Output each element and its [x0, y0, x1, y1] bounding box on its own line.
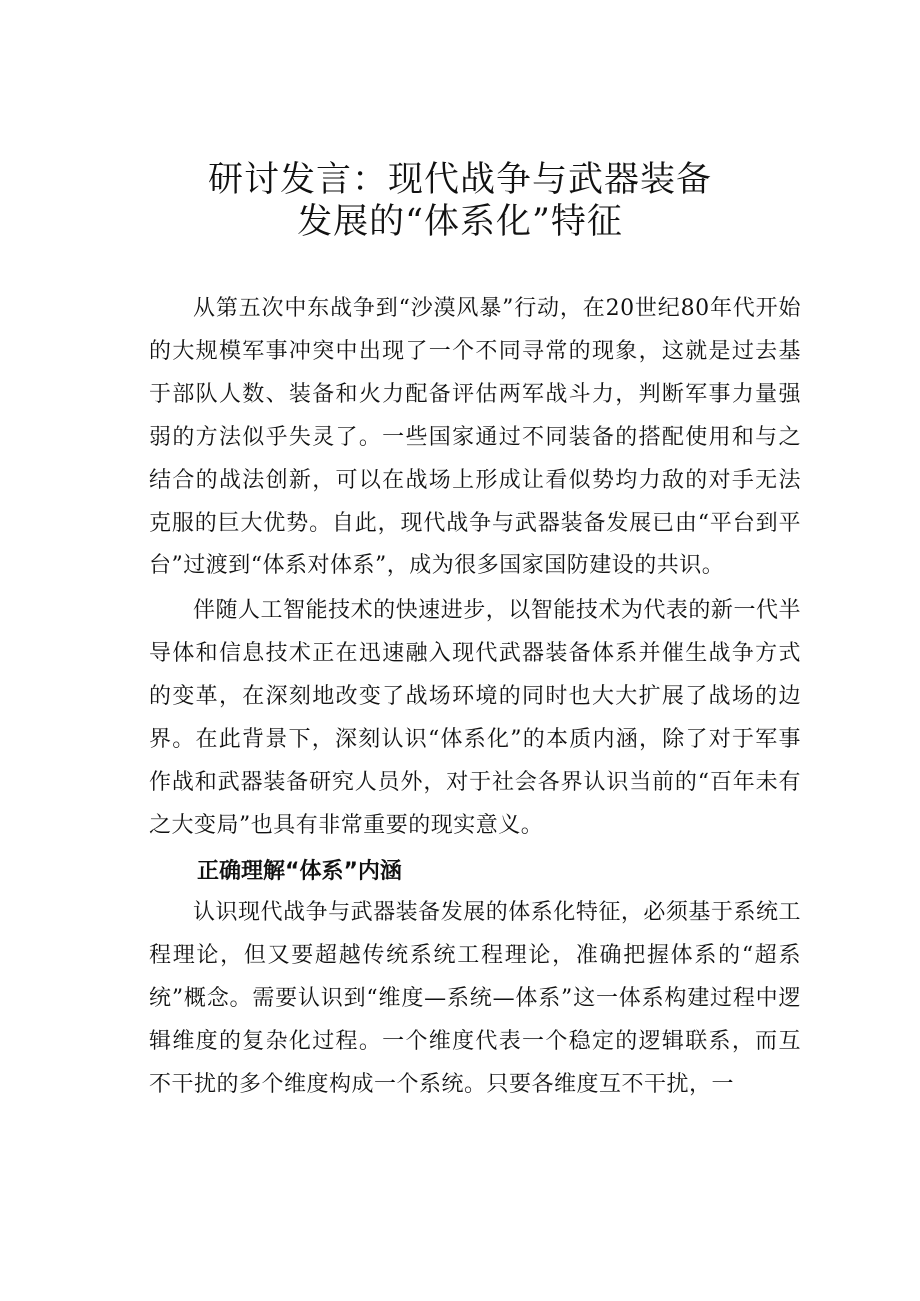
- section-heading: 正确理解“体系”内涵: [197, 859, 402, 884]
- body-paragraph-2: 伴随人工智能技术的快速进步，以智能技术为代表的新一代半导体和信息技术正在迅速融入现代武器装备体系并催生战争方式的变革，在深刻地改变了战场环境的同时也大大扩展了战场的边界。在此背景下，深刻认识“体系化”的本质内涵，除了对于军事作战和武器装备研究人员外，对于社会各界认识当前的“百年未有之大变局”也具有非常重要的现实意义。: [149, 598, 801, 838]
- body-paragraph-1: 从第五次中东战争到“沙漠风暴”行动，在20世纪80年代开始的大规模军事冲突中出现了一个不同寻常的现象，这就是过去基于部队人数、装备和火力配备评估两军战斗力，判断军事力量强弱的方法似乎失灵了。一些国家通过不同装备的搭配使用和与之结合的战法创新，可以在战场上形成让看似势均力敌的对手无法克服的巨大优势。自此，现代战争与武器装备发展已由“平台到平台”过渡到“体系对体系”，成为很多国家国防建设的共识。: [149, 296, 801, 579]
- document-title-line-2: 发展的“体系化”特征: [297, 202, 623, 242]
- body-paragraph-3: 认识现代战争与武器装备发展的体系化特征，必须基于系统工程理论，但又要超越传统系统工程理论，准确把握体系的“超系统”概念。需要认识到“维度—系统—体系”这一体系构建过程中逻辑维度的复杂化过程。一个维度代表一个稳定的逻辑联系，而互不干扰的多个维度构成一个系统。只要各维度互不干扰，一: [149, 900, 801, 1097]
- document-title-line-1: 研讨发言：现代战争与武器装备: [207, 160, 712, 200]
